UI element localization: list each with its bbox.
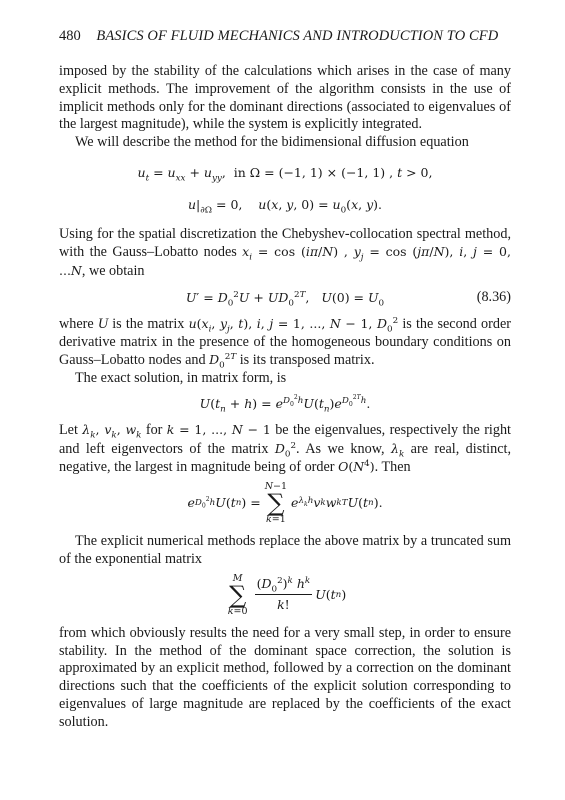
paragraph-4-text-a: where [59, 315, 98, 332]
paragraph-3-text-b: , we obtain [81, 263, 145, 280]
paragraph-6-text-e: . Then [374, 459, 411, 476]
equation-8-36: $U' = D_0^2U + UD_0^{2T}$, $U(0) = U_0$ (8.36) [185, 288, 511, 309]
paragraph-6: Let $\lambda_k$, $v_k$, $w_k$ for k = 1, ..., N − 1 be the eigenvalues, respectively the right and left eigenvectors of the matrix $D_0^2$. As we know, $\lambda_k$ are real, distinct, negative, the largest in magnitude being of order $O(N^4)$. Then [59, 421, 511, 476]
paragraph-2: We will describe the method for the bidimensional diffusion equation [75, 134, 469, 151]
summation-symbol: N−1 ∑ k=1 [264, 481, 288, 526]
equation-spectral-expansion: e $D_0^2h$ U ( t n ) = N−1 ∑ k=1 e $\lambda_kh$ v k w k T U ( t n ). [187, 481, 383, 526]
paragraph-8: from which obviously results the need for a very small step, in order to ensure stability. In the method of the dominant space correction, the solution is approximated by an explicit method, followed by a correction on the dominant directions such that the coefficients of the explicit solution corresponding to eigenvalues of large magnitude are replaced by the coefficients of the exact solution. [59, 624, 511, 730]
paragraph-4-text-c: is the second order derivative matrix in the presence of the homogeneous boundary conditions on Gauss–Lobatto nodes and [59, 315, 511, 369]
paragraph-5: The exact solution, in matrix form, is [75, 370, 287, 387]
paragraph-3: Using for the spatial discretization the Chebyshev-collocation spectral method, with the Gauss–Lobatto nodes $x_i = \cos (i\pi/N)$ , $y_j = \cos (j\pi/N)$, i, j = 0, ...N, we obtain [59, 225, 511, 280]
page-number: 480 [59, 28, 81, 44]
paragraph-4-text-b: is the matrix [108, 315, 189, 332]
equation-boundary: $u|_{\partial\Omega} = 0$, u(x, y, $0) = u_0(x$, y). [187, 196, 382, 216]
paragraph-6-text-c: . As we know, [296, 440, 391, 457]
paragraph-1: imposed by the stability of the calculations which arises in the case of many explicit methods. The improvement of the algorithm consists in the use of implicit methods only for the dominant directions (associated to eigenvalues of the largest magnitude), while the system is explicitly integrated. [59, 63, 511, 133]
paragraph-7: The explicit numerical methods replace the above matrix by a truncated sum of the exponential matrix [59, 533, 511, 567]
summation-symbol: M ∑ k=0 [227, 572, 248, 617]
paragraph-6-text-a: Let [59, 421, 83, 438]
paragraph-3-text-a: Using for the spatial discretization the Chebyshev-collocation spectral method, with the Gauss–Lobatto nodes [59, 225, 511, 261]
page-body [59, 63, 511, 732]
paragraph-6-text-d: are real, distinct, negative, the largest in magnitude being of order [59, 440, 511, 476]
equation-truncated-sum: M ∑ k=0 $\frac{(D_0^2)^k h^k}{k!}$ U ( t n ) [227, 572, 347, 617]
paragraph-4: where U is the matrix $u(x_i$, $y_j$, t), i, j = 1, ..., N − 1, $D_0^2$ is the second order derivative matrix in the presence of the homogeneous boundary conditions on Gauss–Lobatto nodes and $D_0^{2T}$ is its transposed matrix. [59, 315, 511, 371]
paragraph-6-text-b: be the eigenvalues, respectively the right and left eigenvectors of the matrix [59, 421, 511, 457]
running-title: BASICS OF FLUID MECHANICS AND INTRODUCTION TO CFD [96, 28, 499, 44]
page-header [59, 28, 509, 45]
equation-number: (8.36) [476, 288, 511, 305]
equation-exact-solution: $U(t_n + h) = e^{D_0^2h}U(t_n)e^{D_0^{2T}h}$. [199, 393, 371, 415]
paragraph-4-text-d: is its transposed matrix. [236, 352, 375, 369]
equation-diffusion: $u_t = u_{xx} + u_{yy}$, in Ω = (−1, 1) × (−1, 1) , t > 0, [137, 164, 433, 184]
